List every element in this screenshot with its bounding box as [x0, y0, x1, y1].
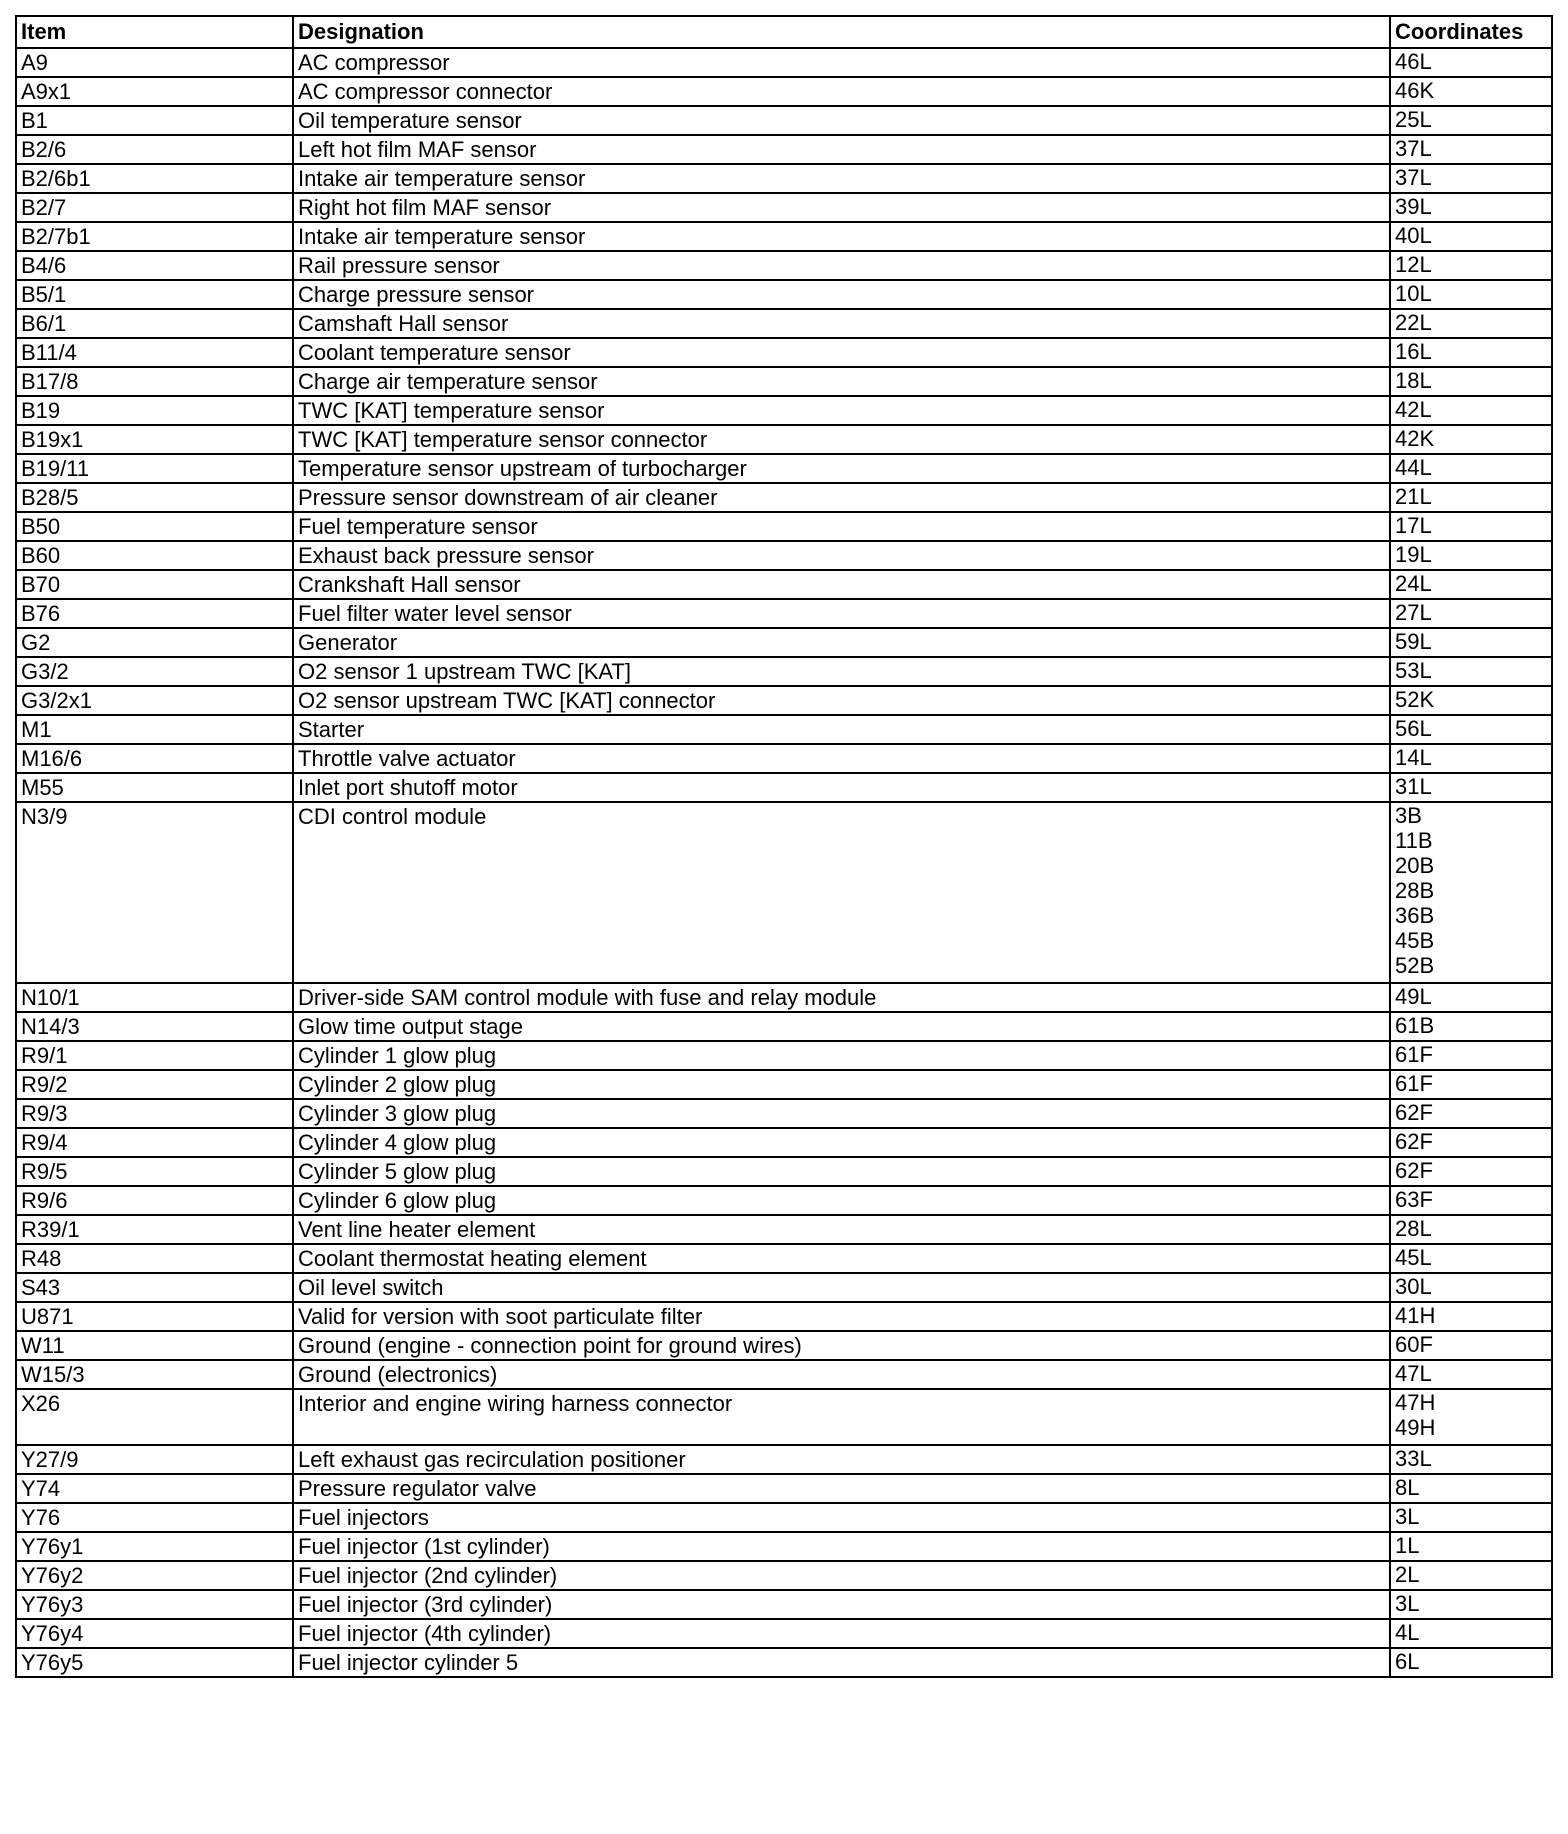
cell-coordinates: [1390, 1389, 1552, 1445]
cell-item: W15/3: [16, 1360, 293, 1389]
table-row: [16, 1070, 1552, 1099]
table-row: [16, 280, 1552, 309]
cell-designation: Throttle valve actuator: [293, 744, 1390, 773]
table-row: [16, 1561, 1552, 1590]
cell-designation: Temperature sensor upstream of turbocharger: [293, 454, 1390, 483]
cell-coordinates: [1390, 1360, 1552, 1389]
cell-coordinates: [1390, 1215, 1552, 1244]
cell-item: Y74: [16, 1474, 293, 1503]
cell-designation: Fuel temperature sensor: [293, 512, 1390, 541]
cell-designation: Fuel injector (2nd cylinder): [293, 1561, 1390, 1590]
coordinate-value: 45B: [1395, 928, 1435, 953]
coordinate-value: 47H: [1395, 1390, 1436, 1415]
coordinate-value: 28B: [1395, 878, 1435, 903]
cell-item: B70: [16, 570, 293, 599]
table-row: [16, 425, 1552, 454]
table-row: [16, 1099, 1552, 1128]
coordinate-value: 61B: [1395, 1013, 1435, 1038]
cell-designation: Cylinder 6 glow plug: [293, 1186, 1390, 1215]
cell-coordinates: [1390, 983, 1552, 1012]
cell-coordinates: [1390, 802, 1552, 983]
cell-designation: Left exhaust gas recirculation positioner: [293, 1445, 1390, 1474]
cell-item: N3/9: [16, 802, 293, 983]
coordinate-value: 44L: [1395, 455, 1432, 480]
coordinate-value: 60F: [1395, 1332, 1433, 1357]
cell-item: Y76y4: [16, 1619, 293, 1648]
coordinate-value: 62F: [1395, 1129, 1433, 1154]
cell-designation: Fuel injectors: [293, 1503, 1390, 1532]
cell-coordinates: [1390, 1331, 1552, 1360]
cell-item: B19: [16, 396, 293, 425]
table-row: [16, 1186, 1552, 1215]
cell-designation: Oil level switch: [293, 1273, 1390, 1302]
coordinate-value: 4L: [1395, 1620, 1420, 1645]
cell-item: B76: [16, 599, 293, 628]
cell-item: B17/8: [16, 367, 293, 396]
table-row: [16, 483, 1552, 512]
cell-designation: Coolant temperature sensor: [293, 338, 1390, 367]
coordinate-value: 59L: [1395, 629, 1432, 654]
cell-designation: O2 sensor 1 upstream TWC [KAT]: [293, 657, 1390, 686]
table-row: [16, 541, 1552, 570]
cell-coordinates: [1390, 1273, 1552, 1302]
cell-coordinates: [1390, 715, 1552, 744]
cell-item: Y76y2: [16, 1561, 293, 1590]
coordinate-value: 12L: [1395, 252, 1432, 277]
table-row: [16, 251, 1552, 280]
coordinate-value: 39L: [1395, 194, 1432, 219]
cell-coordinates: [1390, 1648, 1552, 1677]
cell-coordinates: [1390, 309, 1552, 338]
cell-designation: Cylinder 2 glow plug: [293, 1070, 1390, 1099]
cell-item: B6/1: [16, 309, 293, 338]
coordinate-value: 21L: [1395, 484, 1432, 509]
coordinate-value: 6L: [1395, 1649, 1420, 1674]
cell-designation: Exhaust back pressure sensor: [293, 541, 1390, 570]
cell-coordinates: [1390, 454, 1552, 483]
cell-designation: Valid for version with soot particulate filter: [293, 1302, 1390, 1331]
cell-designation: Fuel injector cylinder 5: [293, 1648, 1390, 1677]
cell-coordinates: [1390, 1445, 1552, 1474]
cell-designation: Right hot film MAF sensor: [293, 193, 1390, 222]
cell-coordinates: [1390, 1099, 1552, 1128]
table-row: [16, 1503, 1552, 1532]
coordinate-value: 22L: [1395, 310, 1432, 335]
cell-coordinates: [1390, 1561, 1552, 1590]
table-row: [16, 338, 1552, 367]
cell-designation: Interior and engine wiring harness connector: [293, 1389, 1390, 1445]
cell-designation: Driver-side SAM control module with fuse and relay module: [293, 983, 1390, 1012]
cell-coordinates: [1390, 657, 1552, 686]
coordinate-value: 1L: [1395, 1533, 1420, 1558]
table-row: [16, 164, 1552, 193]
cell-coordinates: [1390, 570, 1552, 599]
header-coordinates: Coordinates: [1390, 16, 1552, 48]
cell-coordinates: [1390, 193, 1552, 222]
cell-designation: Pressure sensor downstream of air cleaner: [293, 483, 1390, 512]
cell-item: U871: [16, 1302, 293, 1331]
cell-designation: Starter: [293, 715, 1390, 744]
table-row: [16, 135, 1552, 164]
coordinate-value: 41H: [1395, 1303, 1436, 1328]
cell-item: B60: [16, 541, 293, 570]
table-row: [16, 657, 1552, 686]
table-row: [16, 715, 1552, 744]
cell-item: R9/4: [16, 1128, 293, 1157]
coordinate-value: 28L: [1395, 1216, 1432, 1241]
cell-item: X26: [16, 1389, 293, 1445]
cell-item: R9/2: [16, 1070, 293, 1099]
table-row: [16, 309, 1552, 338]
cell-designation: Glow time output stage: [293, 1012, 1390, 1041]
table-row: [16, 628, 1552, 657]
cell-designation: Cylinder 3 glow plug: [293, 1099, 1390, 1128]
cell-coordinates: [1390, 1619, 1552, 1648]
coordinate-value: 19L: [1395, 542, 1432, 567]
cell-item: B28/5: [16, 483, 293, 512]
coordinate-value: 42L: [1395, 397, 1432, 422]
coordinate-value: 61F: [1395, 1042, 1433, 1067]
coordinate-value: 53L: [1395, 658, 1432, 683]
cell-item: B2/6: [16, 135, 293, 164]
cell-item: R9/3: [16, 1099, 293, 1128]
cell-coordinates: [1390, 222, 1552, 251]
cell-item: Y76: [16, 1503, 293, 1532]
coordinate-value: 62F: [1395, 1158, 1433, 1183]
cell-designation: Crankshaft Hall sensor: [293, 570, 1390, 599]
cell-coordinates: [1390, 628, 1552, 657]
coordinate-value: 10L: [1395, 281, 1432, 306]
coordinate-value: 56L: [1395, 716, 1432, 741]
cell-designation: Vent line heater element: [293, 1215, 1390, 1244]
header-row: [16, 16, 1552, 48]
coordinate-value: 62F: [1395, 1100, 1433, 1125]
cell-coordinates: [1390, 686, 1552, 715]
table-row: [16, 193, 1552, 222]
coordinate-value: 42K: [1395, 426, 1435, 451]
table-row: [16, 983, 1552, 1012]
cell-item: B1: [16, 106, 293, 135]
table-row: [16, 77, 1552, 106]
cell-designation: Charge air temperature sensor: [293, 367, 1390, 396]
table-row: [16, 1331, 1552, 1360]
cell-item: Y76y1: [16, 1532, 293, 1561]
coordinate-value: 36B: [1395, 903, 1435, 928]
table-row: [16, 512, 1552, 541]
cell-designation: Rail pressure sensor: [293, 251, 1390, 280]
cell-item: B2/7: [16, 193, 293, 222]
cell-coordinates: [1390, 1244, 1552, 1273]
cell-item: Y76y5: [16, 1648, 293, 1677]
cell-coordinates: [1390, 483, 1552, 512]
cell-designation: Cylinder 5 glow plug: [293, 1157, 1390, 1186]
cell-coordinates: [1390, 106, 1552, 135]
table-row: [16, 396, 1552, 425]
cell-item: R39/1: [16, 1215, 293, 1244]
cell-designation: AC compressor: [293, 48, 1390, 77]
cell-item: B19x1: [16, 425, 293, 454]
cell-item: B2/7b1: [16, 222, 293, 251]
table-row: [16, 1532, 1552, 1561]
cell-item: M1: [16, 715, 293, 744]
coordinate-value: 33L: [1395, 1446, 1432, 1471]
cell-coordinates: [1390, 1041, 1552, 1070]
cell-item: W11: [16, 1331, 293, 1360]
coordinate-value: 3L: [1395, 1591, 1420, 1616]
cell-designation: Ground (electronics): [293, 1360, 1390, 1389]
coordinate-value: 37L: [1395, 165, 1432, 190]
cell-designation: Camshaft Hall sensor: [293, 309, 1390, 338]
cell-coordinates: [1390, 1012, 1552, 1041]
table-row: [16, 802, 1552, 983]
table-row: [16, 1215, 1552, 1244]
table-row: [16, 744, 1552, 773]
coordinate-value: 11B: [1395, 828, 1433, 853]
cell-item: B5/1: [16, 280, 293, 309]
coordinate-value: 45L: [1395, 1245, 1432, 1270]
cell-designation: Charge pressure sensor: [293, 280, 1390, 309]
cell-coordinates: [1390, 396, 1552, 425]
coordinate-value: 20B: [1395, 853, 1435, 878]
cell-coordinates: [1390, 135, 1552, 164]
coordinate-value: 14L: [1395, 745, 1432, 770]
cell-designation: Fuel injector (1st cylinder): [293, 1532, 1390, 1561]
cell-coordinates: [1390, 1532, 1552, 1561]
table-row: [16, 1360, 1552, 1389]
cell-item: B50: [16, 512, 293, 541]
cell-item: B4/6: [16, 251, 293, 280]
cell-item: M55: [16, 773, 293, 802]
table-row: [16, 1157, 1552, 1186]
cell-item: N10/1: [16, 983, 293, 1012]
table-row: [16, 1389, 1552, 1445]
cell-item: M16/6: [16, 744, 293, 773]
cell-designation: AC compressor connector: [293, 77, 1390, 106]
table-row: [16, 1128, 1552, 1157]
table-row: [16, 1041, 1552, 1070]
cell-designation: TWC [KAT] temperature sensor connector: [293, 425, 1390, 454]
cell-item: R48: [16, 1244, 293, 1273]
coordinate-value: 24L: [1395, 571, 1432, 596]
cell-designation: Inlet port shutoff motor: [293, 773, 1390, 802]
cell-designation: Pressure regulator valve: [293, 1474, 1390, 1503]
coordinate-value: 47L: [1395, 1361, 1432, 1386]
cell-item: G2: [16, 628, 293, 657]
component-legend-table: [15, 15, 1553, 1678]
cell-item: B19/11: [16, 454, 293, 483]
cell-item: B2/6b1: [16, 164, 293, 193]
coordinate-value: 3B: [1395, 803, 1422, 828]
table-row: [16, 1012, 1552, 1041]
table-row: [16, 570, 1552, 599]
cell-coordinates: [1390, 512, 1552, 541]
table-row: [16, 106, 1552, 135]
cell-designation: TWC [KAT] temperature sensor: [293, 396, 1390, 425]
table-body: [16, 48, 1552, 1677]
cell-designation: CDI control module: [293, 802, 1390, 983]
coordinate-value: 18L: [1395, 368, 1432, 393]
header-item: Item: [16, 16, 293, 48]
cell-coordinates: [1390, 1070, 1552, 1099]
coordinate-value: 46L: [1395, 49, 1432, 74]
cell-designation: Fuel filter water level sensor: [293, 599, 1390, 628]
cell-item: R9/5: [16, 1157, 293, 1186]
cell-designation: Fuel injector (4th cylinder): [293, 1619, 1390, 1648]
cell-coordinates: [1390, 77, 1552, 106]
cell-item: A9x1: [16, 77, 293, 106]
table-row: [16, 1648, 1552, 1677]
cell-item: A9: [16, 48, 293, 77]
table-row: [16, 1445, 1552, 1474]
cell-item: Y76y3: [16, 1590, 293, 1619]
cell-designation: Fuel injector (3rd cylinder): [293, 1590, 1390, 1619]
cell-coordinates: [1390, 251, 1552, 280]
cell-coordinates: [1390, 773, 1552, 802]
coordinate-value: 27L: [1395, 600, 1432, 625]
table-row: [16, 1590, 1552, 1619]
cell-coordinates: [1390, 1302, 1552, 1331]
table-row: [16, 454, 1552, 483]
table-row: [16, 1244, 1552, 1273]
cell-designation: Left hot film MAF sensor: [293, 135, 1390, 164]
table-row: [16, 773, 1552, 802]
cell-coordinates: [1390, 48, 1552, 77]
coordinate-value: 37L: [1395, 136, 1432, 161]
cell-coordinates: [1390, 599, 1552, 628]
table-row: [16, 1302, 1552, 1331]
coordinate-value: 17L: [1395, 513, 1432, 538]
cell-coordinates: [1390, 425, 1552, 454]
coordinate-value: 30L: [1395, 1274, 1432, 1299]
cell-coordinates: [1390, 1474, 1552, 1503]
coordinate-value: 52B: [1395, 953, 1435, 978]
coordinate-value: 49L: [1395, 984, 1432, 1009]
table-row: [16, 1474, 1552, 1503]
cell-item: G3/2x1: [16, 686, 293, 715]
cell-coordinates: [1390, 1590, 1552, 1619]
cell-designation: Generator: [293, 628, 1390, 657]
cell-item: R9/1: [16, 1041, 293, 1070]
coordinate-value: 40L: [1395, 223, 1432, 248]
cell-item: G3/2: [16, 657, 293, 686]
cell-designation: Cylinder 4 glow plug: [293, 1128, 1390, 1157]
cell-coordinates: [1390, 280, 1552, 309]
cell-designation: Intake air temperature sensor: [293, 222, 1390, 251]
cell-coordinates: [1390, 1157, 1552, 1186]
coordinate-value: 3L: [1395, 1504, 1420, 1529]
cell-designation: Coolant thermostat heating element: [293, 1244, 1390, 1273]
cell-item: N14/3: [16, 1012, 293, 1041]
table-row: [16, 1273, 1552, 1302]
cell-item: S43: [16, 1273, 293, 1302]
table-row: [16, 599, 1552, 628]
cell-item: B11/4: [16, 338, 293, 367]
cell-coordinates: [1390, 164, 1552, 193]
coordinate-value: 25L: [1395, 107, 1432, 132]
coordinate-value: 31L: [1395, 774, 1432, 799]
table-row: [16, 48, 1552, 77]
cell-coordinates: [1390, 541, 1552, 570]
table-row: [16, 367, 1552, 396]
coordinate-value: 52K: [1395, 687, 1435, 712]
cell-item: Y27/9: [16, 1445, 293, 1474]
cell-designation: O2 sensor upstream TWC [KAT] connector: [293, 686, 1390, 715]
cell-item: R9/6: [16, 1186, 293, 1215]
cell-designation: Intake air temperature sensor: [293, 164, 1390, 193]
table-row: [16, 222, 1552, 251]
coordinate-value: 49H: [1395, 1415, 1436, 1440]
coordinate-value: 8L: [1395, 1475, 1420, 1500]
cell-coordinates: [1390, 744, 1552, 773]
header-designation: Designation: [293, 16, 1390, 48]
coordinate-value: 16L: [1395, 339, 1432, 364]
cell-coordinates: [1390, 1503, 1552, 1532]
cell-designation: Cylinder 1 glow plug: [293, 1041, 1390, 1070]
cell-designation: Ground (engine - connection point for ground wires): [293, 1331, 1390, 1360]
coordinate-value: 46K: [1395, 78, 1435, 103]
table-row: [16, 686, 1552, 715]
coordinate-value: 2L: [1395, 1562, 1420, 1587]
table-row: [16, 1619, 1552, 1648]
cell-coordinates: [1390, 338, 1552, 367]
coordinate-value: 61F: [1395, 1071, 1433, 1096]
coordinate-value: 63F: [1395, 1187, 1433, 1212]
cell-coordinates: [1390, 1128, 1552, 1157]
cell-coordinates: [1390, 1186, 1552, 1215]
cell-coordinates: [1390, 367, 1552, 396]
cell-designation: Oil temperature sensor: [293, 106, 1390, 135]
